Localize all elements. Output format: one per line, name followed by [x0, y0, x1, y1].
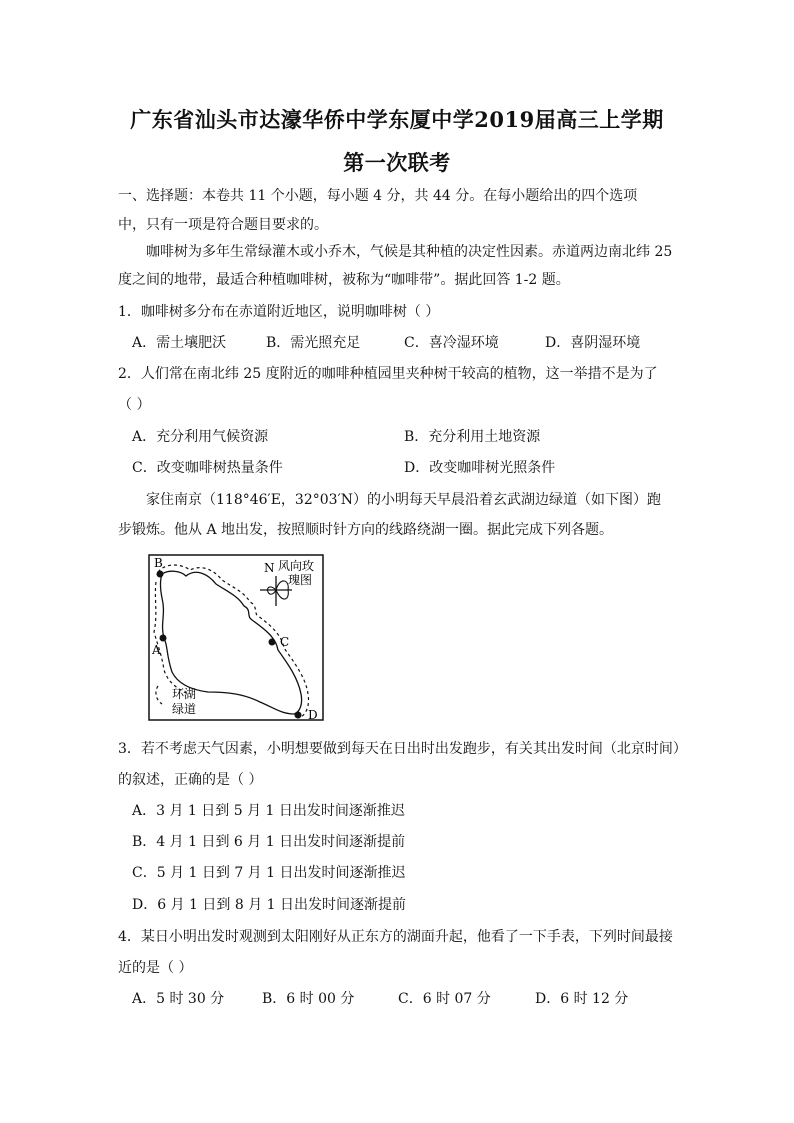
question4-option-d[interactable]: D．6 时 12 分 [535, 991, 629, 1007]
section-intro-line1: 一、选择题：本卷共 11 个小题，每小题 4 分，共 44 分。在每小题给出的四个选项 [118, 188, 638, 204]
section-intro-line2: 中，只有一项是符合题目要求的。 [118, 217, 328, 233]
exam-title-line2: 第一次联考 [343, 150, 451, 175]
question3-stem-line2: 的叙述，正确的是（ ） [118, 772, 263, 788]
exam-title-line1: 广东省汕头市达濠华侨中学东厦中学2019届高三上学期 [130, 107, 664, 132]
question2-stem-line2: （ ） [118, 397, 151, 413]
question1-option-b[interactable]: B．需光照充足 [266, 335, 361, 351]
question4-stem-line2: 近的是（ ） [118, 960, 193, 976]
question2-option-b[interactable]: B．充分利用土地资源 [404, 429, 541, 445]
question1-option-d[interactable]: D．喜阴湿环境 [545, 335, 641, 351]
passage2-line2: 步锻炼。他从 A 地出发，按照顺时针方向的线路绕湖一圈。据此完成下列各题。 [118, 522, 614, 538]
question2-option-a[interactable]: A．充分利用气候资源 [132, 429, 269, 445]
point-a-label: A [152, 643, 161, 657]
question1-option-a[interactable]: A．需土壤肥沃 [132, 335, 227, 351]
question3-stem-line1: 3．若不考虑天气因素，小明想要做到每天在日出时出发跑步，有关其出发时间（北京时间） [118, 741, 687, 757]
question4-stem-line1: 4．某日小明出发时观测到太阳刚好从正东方的湖面升起，他看了一下手表，下列时间最接 [118, 929, 673, 945]
point-a-marker [160, 635, 167, 642]
question1-option-c[interactable]: C．喜冷湿环境 [404, 335, 499, 351]
question3-option-a[interactable]: A．3 月 1 日到 5 月 1 日出发时间逐渐推迟 [132, 803, 405, 819]
question3-option-c[interactable]: C．5 月 1 日到 7 月 1 日出发时间逐渐推迟 [132, 865, 406, 881]
passage2-line1: 家住南京（118°46′E，32°03′N）的小明每天早晨沿着玄武湖边绿道（如下图）跑 [146, 492, 661, 508]
point-c-label: C [280, 635, 290, 649]
point-b-label: B [154, 556, 163, 570]
passage1-line1: 咖啡树为多年生常绿灌木或小乔木，气候是其种植的决定性因素。赤道两边南北纬 25 [146, 244, 673, 260]
point-d-marker [295, 712, 302, 719]
question2-option-d[interactable]: D．改变咖啡树光照条件 [404, 460, 556, 476]
point-b-marker [157, 571, 164, 578]
question2-option-c[interactable]: C．改变咖啡树热量条件 [132, 460, 283, 476]
greenway-label-line2: 绿道 [172, 702, 197, 716]
question4-option-c[interactable]: C．6 时 07 分 [398, 991, 491, 1007]
wind-rose-label-line1: 风向玫 [278, 559, 315, 573]
xuanwu-lake-map [148, 554, 324, 721]
question4-option-a[interactable]: A．5 时 30 分 [132, 991, 225, 1007]
greenway-label-line1: 环湖 [172, 687, 197, 701]
question4-option-b[interactable]: B．6 时 00 分 [262, 991, 355, 1007]
wind-rose-label-line2: 瑰图 [288, 573, 313, 587]
passage1-line2: 度之间的地带，最适合种植咖啡树，被称为“咖啡带”。据此回答 1-2 题。 [118, 272, 570, 288]
point-d-label: D [308, 708, 318, 721]
north-label: N [264, 561, 275, 575]
question3-option-d[interactable]: D．6 月 1 日到 8 月 1 日出发时间逐渐提前 [132, 897, 407, 913]
point-c-marker [269, 639, 276, 646]
question1-stem: 1．咖啡树多分布在赤道附近地区，说明咖啡树（ ） [118, 304, 440, 320]
question3-option-b[interactable]: B．4 月 1 日到 6 月 1 日出发时间逐渐提前 [132, 834, 406, 850]
question2-stem-line1: 2．人们常在南北纬 25 度附近的咖啡种植园里夹种树干较高的植物，这一举措不是为了 [118, 366, 658, 382]
